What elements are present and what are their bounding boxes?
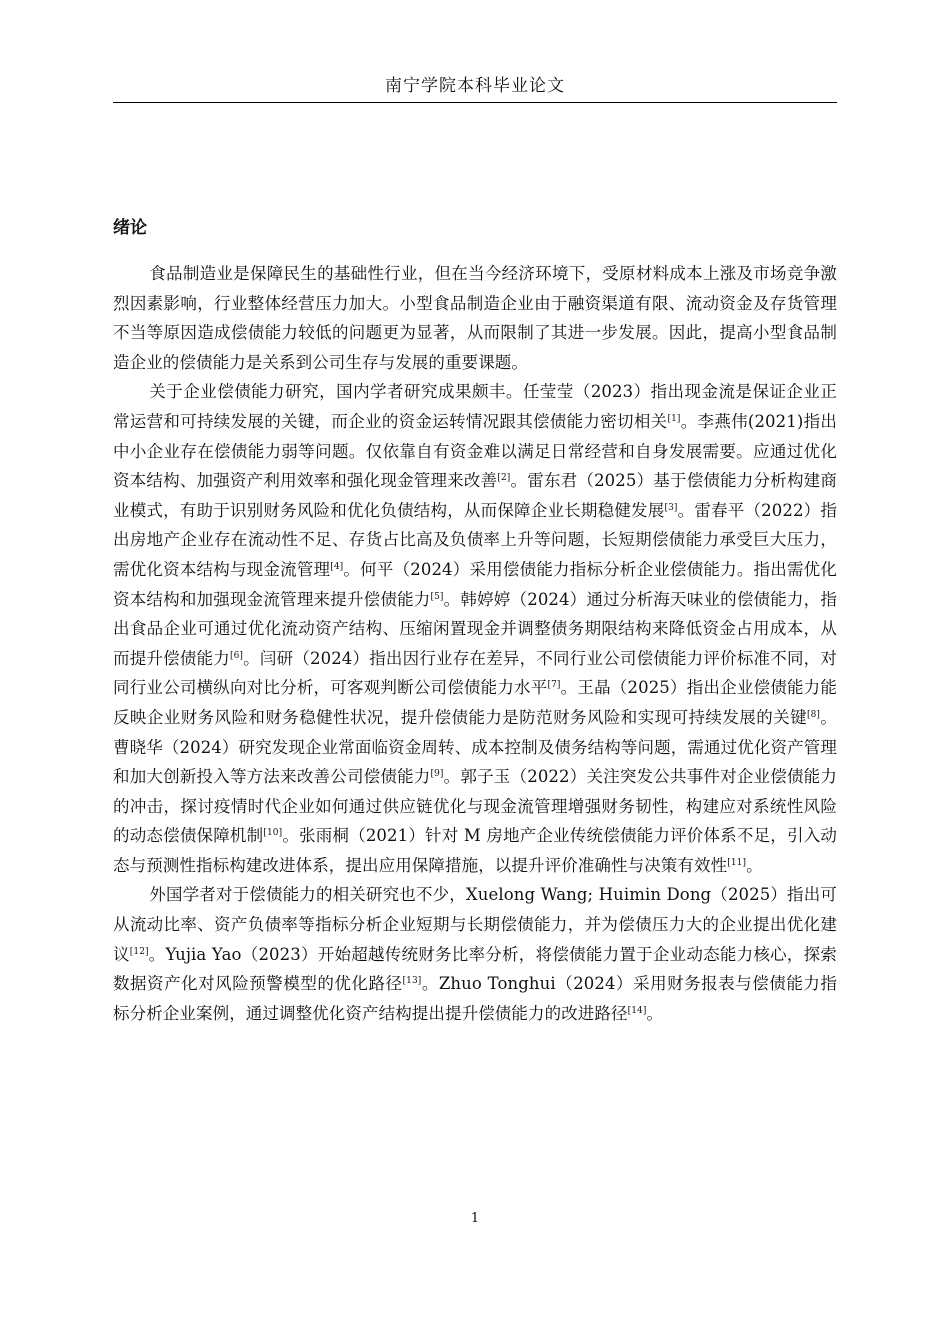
citation-marker: [1] — [667, 413, 681, 424]
section-title: 绪论 — [113, 218, 147, 238]
citation-marker: [5] — [430, 591, 444, 602]
page-body — [113, 214, 837, 1028]
paragraph-text: 。郭子玉（2022）关注突发公共事件对企业偿债能力的冲击，探讨疫情时代企业如何通过供应链优化与现金流管理增强财务韧性，构建应对系统性风险的动态偿债保障机制 — [113, 767, 837, 846]
page-header: 南宁学院本科毕业论文 — [385, 76, 565, 96]
page-number: 1 — [470, 1211, 480, 1226]
citation-marker: [7] — [547, 680, 561, 691]
citation-marker: [3] — [664, 502, 678, 513]
citation-marker: [12] — [129, 946, 149, 957]
paragraph-text: 。Yujia Yao（2023）开始超越传统财务比率分析，将偿债能力置于企业动态能力核心，探索数据资产化对风险预警模型的优化路径 — [113, 944, 837, 994]
paragraph-text: 。Zhuo Tonghui（2024）采用财务报表与偿债能力指标分析企业案例，通过调整优化资产结构提出提升偿债能力的改进路径 — [113, 974, 837, 1023]
header-rule — [113, 102, 837, 103]
paragraph-text: 。雷春平（2022）指出房地产企业存在流动性不足、存货占比高及负债率上升等问题，长短期偿债能力承受巨大压力，需优化资本结构与现金流管理 — [113, 500, 837, 579]
paragraph-text: 。何平（2024）采用偿债能力指标分析企业偿债能力。指出需优化资本结构和加强现金流管理来提升偿债能力 — [113, 559, 837, 609]
citation-marker: [2] — [497, 473, 511, 484]
paragraph-text: 食品制造业是保障民生的基础性行业，但在当今经济环境下，受原材料成本上涨及市场竞争激烈因素影响，行业整体经营压力加大。小型食品制造企业由于融资渠道有限、流动资金及存货管理不当等原因造成偿债能力较低的问题更为显著，从而限制了其进一步发展。因此，提高小型食品制造企业的偿债能力是关系到公司生存与发展的重要课题。 — [113, 264, 837, 372]
citation-marker: [9] — [430, 769, 444, 780]
paragraph-text: 。韩婷婷（2024）通过分析海天味业的偿债能力，指出食品企业可通过优化流动资产结构、压缩闲置现金并调整债务期限结构来降低资金占用成本，从而提升偿债能力 — [113, 589, 837, 668]
paragraph-text: 。张雨桐（2021）针对 M 房地产企业传统偿债能力评价体系不足，引入动态与预测性指标构建改进体系，提出应用保障措施，以提升评价准确性与决策有效性 — [113, 826, 837, 875]
paragraph — [113, 880, 837, 1028]
citation-marker: [14] — [627, 1005, 647, 1016]
paragraph-text: 。曹晓华（2024）研究发现企业常面临资金周转、成本控制及债务结构等问题，需通过优化资产管理和加大创新投入等方法来改善公司偿债能力 — [113, 707, 837, 787]
paragraph — [113, 377, 837, 880]
citation-marker: [8] — [807, 709, 821, 720]
citation-marker: [6] — [229, 650, 244, 661]
paragraph-text: 。王晶（2025）指出企业偿债能力能反映企业财务风险和财务稳健性状况，提升偿债能力是防范财务风险和实现可持续发展的关键 — [113, 678, 837, 727]
citation-marker: [10] — [263, 828, 283, 839]
paragraph-text: 。闫研（2024）指出因行业存在差异，不同行业公司偿债能力评价标准不同，对同行业公司横纵向对比分析，可客观判断公司偿债能力水平 — [113, 648, 837, 698]
paragraph-text: 。 — [646, 1003, 664, 1023]
paragraph-text: 。 — [746, 855, 763, 875]
citation-marker: [11] — [727, 857, 747, 868]
paragraph-text: 。李燕伟(2021)指出中小企业存在偿债能力弱等问题。仅依靠自有资金难以满足日常经营和自身发展需要。应通过优化资本结构、加强资产利用效率和强化现金管理来改善 — [113, 411, 837, 491]
citation-marker: [13] — [402, 976, 422, 987]
paragraph — [113, 259, 837, 377]
paragraph-text: 关于企业偿债能力研究，国内学者研究成果颇丰。任莹莹（2023）指出现金流是保证企业正常运营和可持续发展的关键，而企业的资金运转情况跟其偿债能力密切相关 — [113, 382, 837, 431]
paragraph-text: 外国学者对于偿债能力的相关研究也不少，Xuelong Wang; Huimin Dong（2025）指出可从流动比率、资产负债率等指标分析企业短期与长期偿债能力，并为偿债压力大的企业提出优化建议 — [113, 885, 837, 964]
citation-marker: [4] — [330, 561, 344, 572]
paragraph-text: 。雷东君（2025）基于偿债能力分析构建商业模式，有助于识别财务风险和优化负债结构，从而保障企业长期稳健发展 — [113, 471, 837, 520]
